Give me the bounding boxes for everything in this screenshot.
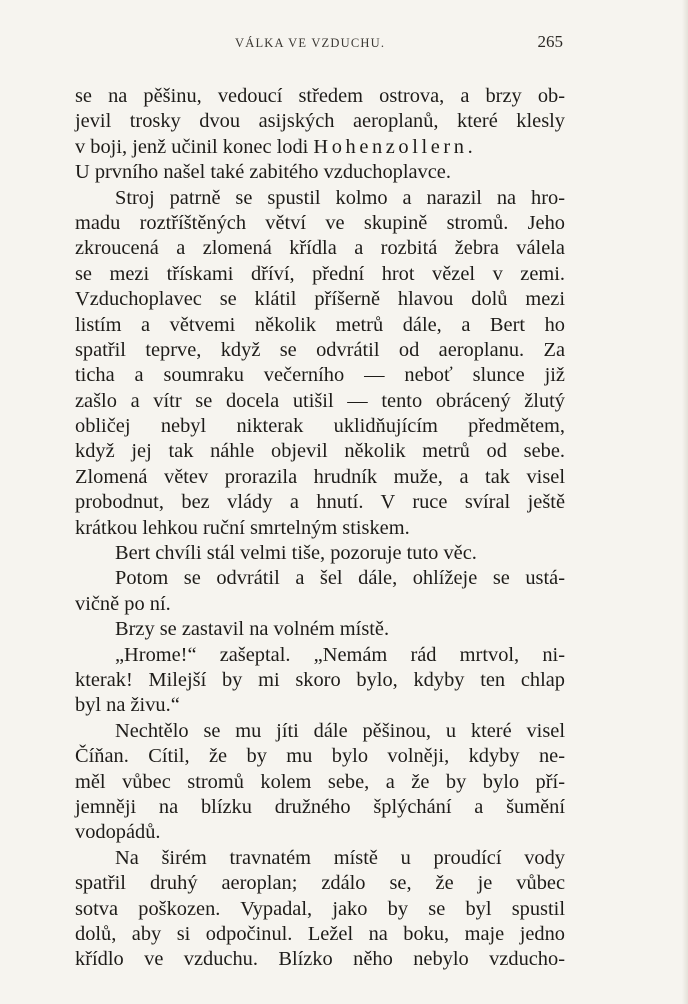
page-edge-shadow (682, 0, 688, 1004)
text-line: zašlo a vítr se docela utišil — tento obrácený žlutý (75, 389, 565, 412)
text-line: ticha a soumraku večerního — neboť slunce již (75, 364, 565, 387)
page-number: 265 (537, 32, 563, 51)
ship-name: Hohenzollern. (313, 135, 477, 158)
text-line: spatřil druhý aeroplan; zdálo se, že je vůbec (75, 872, 565, 895)
text-line: Zlomená větev prorazila hrudník muže, a tak visel (75, 465, 565, 488)
text-line: sotva poškozen. Vypadal, jako by se byl spustil (75, 897, 565, 920)
text-line: probodnut, bez vlády a hnutí. V ruce svíral ještě (75, 491, 565, 514)
text-line: se na pěšinu, vedoucí středem ostrova, a brzy ob- (75, 85, 565, 107)
text-line: spatřil teprve, když se odvrátil od aeroplanu. Za (75, 338, 565, 361)
text-line: jemněji na blízku družného šplýchání a šumění (75, 795, 565, 818)
text-line: Číňan. Cítil, že by mu bylo volněji, kdyby ne- (75, 745, 565, 768)
text-line (75, 135, 565, 160)
text-line: když jej tak náhle objevil několik metrů od sebe. (75, 440, 565, 463)
text-segment: v boji, jenž učinil konec lodi (75, 135, 314, 158)
text-line: jevil trosky dvou asijských aeroplanů, které klesly (75, 110, 565, 133)
text-line: Nechtělo se mu jíti dále pěšinou, u které visel (115, 719, 565, 742)
text-line: Stroj patrně se spustil kolmo a narazil na hro- (115, 186, 565, 209)
text-line: Vzduchoplavec se klátil příšerně hlavou dolů mezi (75, 288, 565, 311)
text-line: zkroucená a zlomená křídla a rozbitá žebra válela (75, 237, 565, 260)
text-line: kterak! Milejší by mi skoro bylo, kdyby ten chlap (75, 668, 565, 691)
text-line: Bert chvíli stál velmi tiše, pozoruje tuto věc. (115, 542, 477, 565)
body-text (75, 84, 565, 973)
text-line: se mezi třískami dříví, přední hrot vězel v zemi. (75, 262, 565, 285)
text-line: krátkou lehkou ruční smrtelným stiskem. (75, 516, 410, 539)
text-line: listím a větvemi několik metrů dále, a Bert ho (75, 313, 565, 336)
text-line: byl na živu.“ (75, 694, 180, 717)
text-line: vičně po ní. (75, 592, 171, 615)
text-line: Na širém travnatém místě u proudící vody (115, 846, 565, 869)
text-line: dolů, aby si odpočinul. Ležel na boku, maje jedno (75, 922, 565, 945)
text-line: madu roztříštěných větví ve skupině stromů. Jeho (75, 211, 565, 234)
text-line: vodopádů. (75, 821, 161, 844)
text-line: Potom se odvrátil a šel dále, ohlížeje se ustá- (115, 567, 565, 590)
text-line: Brzy se zastavil na volném místě. (115, 618, 390, 641)
text-line: U prvního našel také zabitého vzduchoplavce. (75, 161, 451, 184)
running-title: VÁLKA VE VZDUCHU. (235, 36, 386, 50)
text-line: křídlo ve vzduchu. Blízko něho nebylo vzducho- (75, 948, 565, 971)
text-line: měl vůbec stromů kolem sebe, a že by bylo pří- (75, 770, 565, 793)
text-line: obličej nebyl nikterak uklidňujícím předmětem, (75, 415, 565, 438)
text-line: „Hrome!“ zašeptal. „Nemám rád mrtvol, ni- (115, 643, 565, 666)
page-header (75, 32, 565, 52)
